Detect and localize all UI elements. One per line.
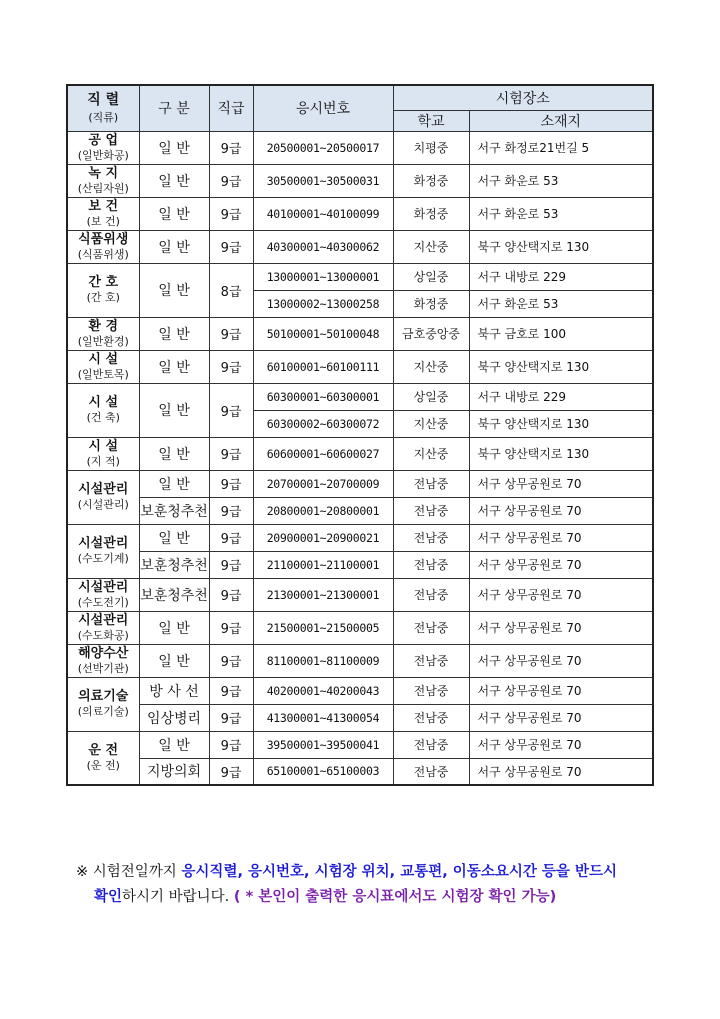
division-cell: 일 반 [139,131,209,164]
division-cell: 일 반 [139,350,209,383]
exam-number-cell: 20800001~20800001 [253,497,393,524]
division-cell: 일 반 [139,470,209,497]
position-name: 시 설 [88,438,119,454]
grade-cell: 9급 [209,731,253,758]
address-cell: 서구 상무공원로 70 [469,704,653,731]
position-cell [67,644,139,677]
address-cell: 서구 화운로 53 [469,197,653,230]
position-cell [67,383,139,437]
school-cell: 상일중 [393,383,469,410]
grade-cell: 9급 [209,350,253,383]
address-cell: 서구 화운로 53 [469,164,653,197]
address-cell: 서구 상무공원로 70 [469,611,653,644]
exam-number-cell: 30500001~30500031 [253,164,393,197]
school-cell: 전남중 [393,611,469,644]
header-exam-number: 응시번호 [253,85,393,131]
division-cell: 임상병리 [139,704,209,731]
table-row [67,497,653,524]
position-name: 시설관리 [78,579,129,595]
exam-number-cell: 40100001~40100099 [253,197,393,230]
table-row [67,524,653,551]
notice-text-1: 시험전일까지 [92,864,182,880]
division-cell: 보훈청추천 [139,551,209,578]
position-name: 식품위생 [78,231,129,247]
position-subtype: (수도기계) [77,552,129,565]
exam-number-cell: 21300001~21300001 [253,578,393,611]
exam-number-cell: 20700001~20700009 [253,470,393,497]
division-cell: 보훈청추천 [139,497,209,524]
grade-cell: 9급 [209,611,253,644]
position-name: 시설관리 [78,482,129,497]
table-row [67,197,653,230]
position-subtype: (식품위생) [77,247,129,261]
address-cell: 서구 상무공원로 70 [469,731,653,758]
position-cell [67,164,139,197]
table-row [67,611,653,644]
position-name: 시 설 [88,395,119,410]
table-row [67,758,653,785]
position-subtype: (간 호) [86,291,120,304]
position-name: 공 업 [88,132,119,148]
notice-marker: ※ [76,864,89,880]
division-cell: 일 반 [139,230,209,263]
position-name: 보 건 [88,198,119,214]
school-cell: 전남중 [393,704,469,731]
school-cell: 상일중 [393,263,469,290]
address-cell: 북구 양산택지로 130 [469,410,653,437]
position-subtype: (건 축) [86,411,120,424]
school-cell: 전남중 [393,497,469,524]
table-row [67,263,653,290]
exam-number-cell: 20900001~20900021 [253,524,393,551]
grade-cell: 9급 [209,317,253,350]
table-body [67,131,653,785]
division-cell: 보훈청추천 [139,578,209,611]
school-cell: 금호중앙중 [393,317,469,350]
position-cell [67,524,139,578]
grade-cell: 9급 [209,524,253,551]
school-cell: 전남중 [393,644,469,677]
table-row [67,551,653,578]
position-cell [67,131,139,164]
school-cell: 지산중 [393,437,469,470]
table-row [67,317,653,350]
header-position-main: 직 렬 [87,92,120,109]
table-row [67,578,653,611]
school-cell: 지산중 [393,230,469,263]
division-cell: 일 반 [139,317,209,350]
position-name: 녹 지 [88,165,119,181]
header-venue: 시험장소 [393,85,653,110]
address-cell: 서구 상무공원로 70 [469,497,653,524]
school-cell: 전남중 [393,677,469,704]
position-cell [67,350,139,383]
position-cell [67,578,139,611]
position-name: 의료기술 [78,689,129,704]
exam-number-cell: 60300002~60300072 [253,410,393,437]
header-position [67,85,139,131]
position-name: 환 경 [88,318,119,334]
school-cell: 치평중 [393,131,469,164]
grade-cell: 9급 [209,704,253,731]
position-subtype: (수도전기) [77,595,129,609]
exam-number-cell: 81100001~81100009 [253,644,393,677]
table-row [67,350,653,383]
position-name: 간 호 [88,275,119,290]
address-cell: 북구 양산택지로 130 [469,437,653,470]
table-row [67,677,653,704]
header-address: 소재지 [469,110,653,131]
grade-cell: 9급 [209,644,253,677]
division-cell: 일 반 [139,524,209,551]
notice-line-2 [76,885,676,910]
address-cell: 서구 상무공원로 70 [469,551,653,578]
position-subtype: (일반환경) [77,334,129,348]
exam-number-cell: 60600001~60600027 [253,437,393,470]
school-cell: 화정중 [393,197,469,230]
header-school: 학교 [393,110,469,131]
position-cell [67,437,139,470]
notice-text-2: 하시기 바랍니다. [122,889,234,905]
exam-number-cell: 41300001~41300054 [253,704,393,731]
table-row [67,470,653,497]
address-cell: 서구 상무공원로 70 [469,758,653,785]
position-subtype: (지 적) [86,454,120,468]
header-division: 구 분 [139,85,209,131]
address-cell: 북구 양산택지로 130 [469,350,653,383]
position-subtype: (시설관리) [77,498,129,511]
table-row [67,731,653,758]
grade-cell: 9급 [209,758,253,785]
grade-cell: 9급 [209,497,253,524]
school-cell: 지산중 [393,410,469,437]
division-cell: 일 반 [139,383,209,437]
position-cell [67,731,139,785]
address-cell: 서구 화정로21번길 5 [469,131,653,164]
exam-number-cell: 60100001~60100111 [253,350,393,383]
position-subtype: (일반화공) [77,148,129,162]
table-row [67,230,653,263]
position-name: 시설관리 [78,536,129,551]
position-subtype: (산림자원) [77,181,129,195]
grade-cell: 9급 [209,578,253,611]
position-name: 운 전 [88,742,119,758]
position-cell [67,197,139,230]
school-cell: 지산중 [393,350,469,383]
school-cell: 화정중 [393,164,469,197]
school-cell: 전남중 [393,731,469,758]
notice-emphasis-ticket: ( * 본인이 출력한 응시표에서도 시험장 확인 가능) [233,889,557,905]
grade-cell: 9급 [209,230,253,263]
division-cell: 일 반 [139,437,209,470]
grade-cell: 9급 [209,197,253,230]
exam-number-cell: 40200001~40200043 [253,677,393,704]
table-row [67,383,653,410]
address-cell: 서구 내방로 229 [469,383,653,410]
position-subtype: (선박기관) [77,661,129,675]
exam-number-cell: 40300001~40300062 [253,230,393,263]
header-position-sub: (직류) [88,111,119,125]
school-cell: 전남중 [393,758,469,785]
table-row [67,164,653,197]
exam-venue-table [66,84,654,786]
address-cell: 서구 상무공원로 70 [469,470,653,497]
position-cell [67,317,139,350]
grade-cell: 9급 [209,470,253,497]
grade-cell: 9급 [209,383,253,437]
school-cell: 전남중 [393,470,469,497]
division-cell: 일 반 [139,731,209,758]
grade-cell: 9급 [209,551,253,578]
position-subtype: (운 전) [86,758,120,772]
grade-cell: 9급 [209,131,253,164]
address-cell: 서구 상무공원로 70 [469,578,653,611]
table-row [67,131,653,164]
address-cell: 서구 상무공원로 70 [469,524,653,551]
notice [76,860,676,910]
grade-cell: 9급 [209,164,253,197]
address-cell: 북구 양산택지로 130 [469,230,653,263]
exam-number-cell: 20500001~20500017 [253,131,393,164]
position-subtype: (일반토목) [77,367,129,381]
table-row [67,437,653,470]
division-cell: 일 반 [139,611,209,644]
position-name: 시설관리 [78,612,129,628]
division-cell: 지방의회 [139,758,209,785]
grade-cell: 8급 [209,263,253,317]
division-cell: 일 반 [139,197,209,230]
school-cell: 전남중 [393,524,469,551]
position-name: 해양수산 [78,645,129,661]
exam-number-cell: 60300001~60300001 [253,383,393,410]
address-cell: 서구 상무공원로 70 [469,644,653,677]
exam-number-cell: 13000001~13000001 [253,263,393,290]
exam-number-cell: 21100001~21100001 [253,551,393,578]
grade-cell: 9급 [209,437,253,470]
division-cell: 일 반 [139,263,209,317]
position-cell [67,611,139,644]
grade-cell: 9급 [209,677,253,704]
position-cell [67,263,139,317]
school-cell: 전남중 [393,551,469,578]
exam-number-cell: 13000002~13000258 [253,290,393,317]
exam-number-cell: 21500001~21500005 [253,611,393,644]
exam-number-cell: 65100001~65100003 [253,758,393,785]
position-subtype: (수도화공) [77,628,129,642]
position-subtype: (보 건) [86,214,120,228]
address-cell: 서구 화운로 53 [469,290,653,317]
school-cell: 화정중 [393,290,469,317]
division-cell: 일 반 [139,644,209,677]
address-cell: 서구 상무공원로 70 [469,677,653,704]
address-cell: 서구 내방로 229 [469,263,653,290]
school-cell: 전남중 [393,578,469,611]
exam-number-cell: 39500001~39500041 [253,731,393,758]
address-cell: 북구 금호로 100 [469,317,653,350]
position-name: 시 설 [88,351,119,367]
header-grade: 직급 [209,85,253,131]
table-row [67,644,653,677]
position-cell [67,677,139,731]
notice-emphasis-items: 응시직렬, 응시번호, 시험장 위치, 교통편, 이동소요시간 등을 반드시 [181,864,617,880]
notice-line-1 [76,860,676,885]
position-cell [67,470,139,524]
table-row [67,704,653,731]
division-cell: 일 반 [139,164,209,197]
division-cell: 방 사 선 [139,677,209,704]
position-cell [67,230,139,263]
exam-number-cell: 50100001~50100048 [253,317,393,350]
position-subtype: (의료기술) [77,705,129,718]
notice-emphasis-confirm: 확인 [94,889,123,905]
